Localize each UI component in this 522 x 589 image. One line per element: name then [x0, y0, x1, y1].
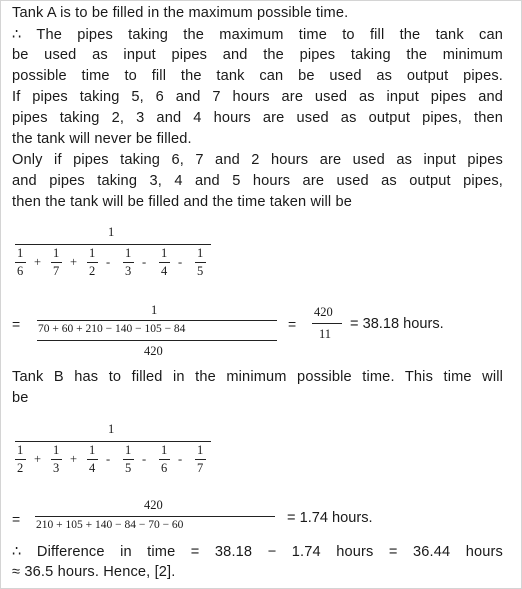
eq-b-frac-numerator: 1	[197, 443, 204, 457]
eq-a-frac-denominator: 3	[125, 264, 132, 278]
eq-a-result: = 38.18 hours.	[350, 316, 444, 332]
eq-b-frac-numerator: 1	[161, 443, 168, 457]
eq-a-inner-main-bar	[37, 340, 277, 341]
eq-b-frac-bar	[195, 459, 206, 460]
eq-b-frac-numerator: 1	[125, 443, 132, 457]
eq-a-frac-bar	[87, 262, 98, 263]
eq-b-equals-1: =	[12, 511, 21, 527]
eq-a-frac-denominator: 6	[17, 264, 24, 278]
eq-a-frac-num: 420	[314, 305, 333, 319]
eq-b-frac-bar	[123, 459, 134, 460]
text-line: be used as input pipes and the pipes taking the minimum	[12, 47, 503, 63]
eq-b-frac-bar	[15, 459, 26, 460]
eq-a-frac-numerator: 1	[89, 246, 96, 260]
eq-a-frac-denominator: 2	[89, 264, 96, 278]
eq-b-numerator: 1	[108, 422, 115, 436]
eq-b-frac-num: 420	[144, 498, 163, 512]
eq-a-operator: -	[106, 255, 111, 269]
eq-b-frac-denominator: 6	[161, 461, 168, 475]
eq-b-frac-bar	[87, 459, 98, 460]
text-line: possible time to fill the tank can be used as output pipes.	[12, 68, 503, 84]
eq-a-frac-bar	[159, 262, 170, 263]
eq-a-frac-numerator: 1	[161, 246, 168, 260]
eq-a-frac-numerator: 1	[197, 246, 204, 260]
text-line: the tank will never be filled.	[12, 131, 192, 147]
eq-a-operator: +	[70, 255, 78, 269]
eq-a-inner-top-bar	[37, 320, 277, 321]
eq-b-frac-bar	[35, 516, 275, 517]
eq-a-main-bar	[15, 244, 211, 245]
eq-a-frac-denominator: 5	[197, 264, 204, 278]
eq-a-frac-den: 11	[319, 327, 332, 341]
eq-a-frac-denominator: 4	[161, 264, 168, 278]
eq-a-operator: -	[178, 255, 183, 269]
text-line: ∴ The pipes taking the maximum time to fill the tank can	[12, 27, 503, 43]
eq-a-inner-numerator: 1	[151, 303, 158, 317]
eq-a-frac-bar	[312, 323, 342, 324]
text-line: Tank B has to filled in the minimum possible time. This time will	[12, 369, 503, 385]
eq-b-frac-bar	[51, 459, 62, 460]
eq-a-numerator: 1	[108, 225, 115, 239]
conclusion-line: ≈ 36.5 hours. Hence, [2].	[12, 564, 176, 580]
eq-a-frac-bar	[123, 262, 134, 263]
eq-b-frac-denominator: 7	[197, 461, 204, 475]
eq-a-operator: -	[142, 255, 147, 269]
eq-a-equals-2: =	[288, 316, 297, 332]
eq-b-operator: +	[70, 452, 78, 466]
eq-b-operator: -	[142, 452, 147, 466]
eq-a-operator: +	[34, 255, 42, 269]
eq-a-frac-numerator: 1	[53, 246, 60, 260]
eq-b-frac-denominator: 4	[89, 461, 96, 475]
eq-a-inner-top: 70 + 60 + 210 − 140 − 105 − 84	[38, 323, 186, 335]
eq-a-frac-bar	[15, 262, 26, 263]
eq-a-frac-numerator: 1	[17, 246, 24, 260]
eq-a-inner-bottom: 420	[144, 344, 163, 358]
eq-b-frac-numerator: 1	[89, 443, 96, 457]
text-line: be	[12, 390, 29, 406]
eq-b-result: = 1.74 hours.	[287, 510, 373, 526]
text-line: Tank A is to be filled in the maximum possible time.	[12, 5, 349, 21]
conclusion-line: ∴ Difference in time = 38.18 − 1.74 hours = 36.44 hours	[12, 544, 503, 560]
eq-b-frac-numerator: 1	[53, 443, 60, 457]
eq-a-equals-1: =	[12, 316, 21, 332]
eq-b-frac-den: 210 + 105 + 140 − 84 − 70 − 60	[36, 519, 184, 531]
eq-b-main-bar	[15, 441, 211, 442]
eq-b-frac-denominator: 3	[53, 461, 60, 475]
eq-a-frac-bar	[195, 262, 206, 263]
eq-b-operator: -	[106, 452, 111, 466]
eq-b-frac-numerator: 1	[17, 443, 24, 457]
eq-a-frac-numerator: 1	[125, 246, 132, 260]
eq-b-operator: -	[178, 452, 183, 466]
text-line: If pipes taking 5, 6 and 7 hours are used as input pipes and	[12, 89, 503, 105]
text-line: and pipes taking 3, 4 and 5 hours are used as output pipes,	[12, 173, 503, 189]
text-line: Only if pipes taking 6, 7 and 2 hours are used as input pipes	[12, 152, 503, 168]
eq-a-frac-bar	[51, 262, 62, 263]
eq-b-frac-bar	[159, 459, 170, 460]
eq-b-operator: +	[34, 452, 42, 466]
eq-a-frac-denominator: 7	[53, 264, 60, 278]
text-line: pipes taking 2, 3 and 4 hours are used as output pipes, then	[12, 110, 503, 126]
text-line: then the tank will be filled and the time taken will be	[12, 194, 353, 210]
eq-b-frac-denominator: 5	[125, 461, 132, 475]
eq-b-frac-denominator: 2	[17, 461, 24, 475]
